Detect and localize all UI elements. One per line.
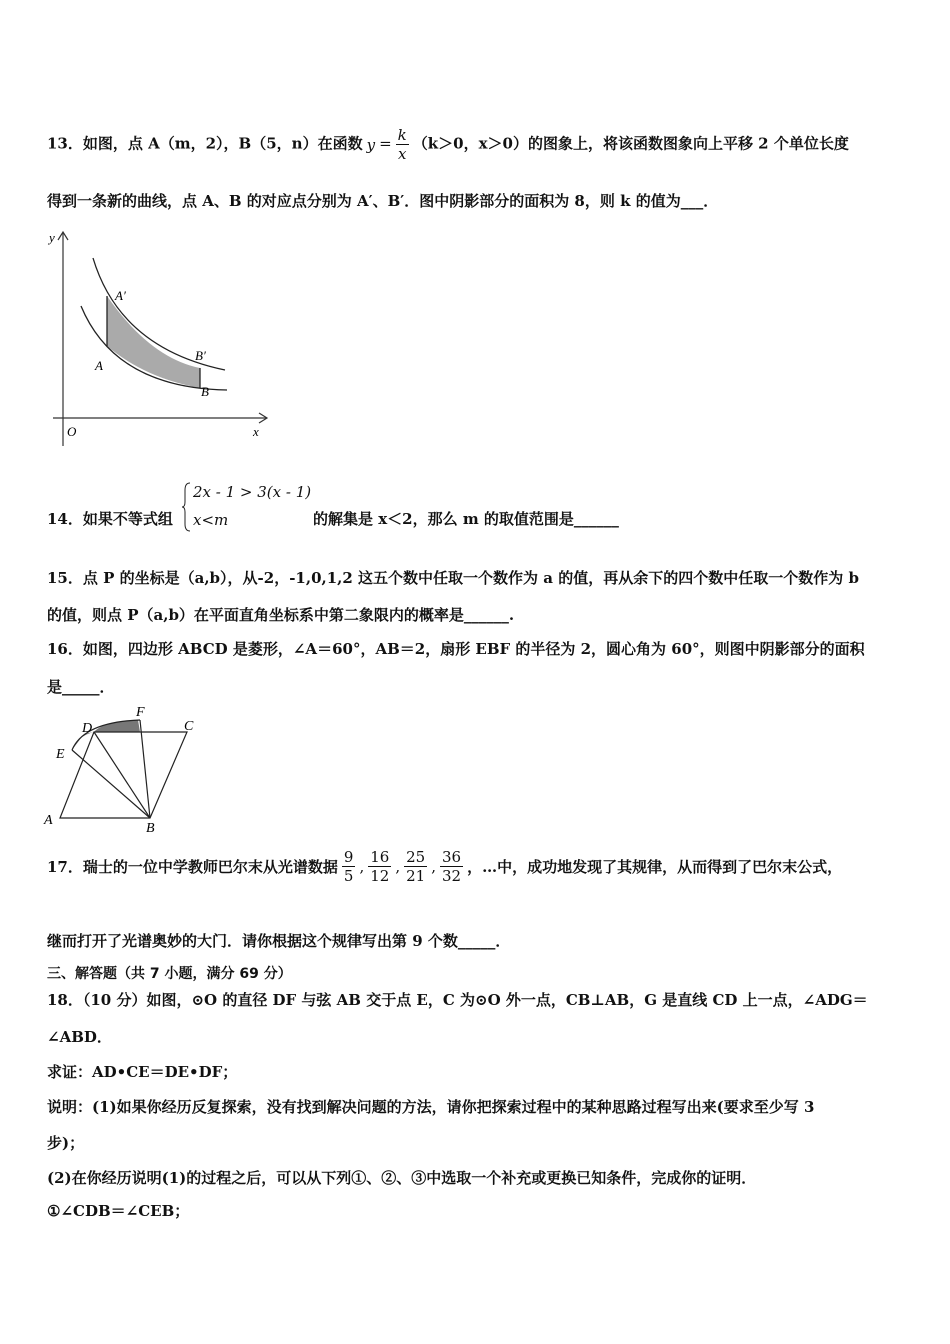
- q16-label-E: E: [56, 747, 65, 762]
- q16-label-A: A: [44, 813, 53, 828]
- q16-radius-BE: [72, 750, 150, 818]
- q14-text-part2: 的解集是 x＜2，那么 m 的取值范围是______: [313, 510, 619, 528]
- q17-line1: 17．瑞士的一位中学教师巴尔末从光谱数据 $\frac{9}{5}$ , $\frac{16}{12}$ , $\frac{25}{21}$ , $\frac{36}{32}$ ，…中，成功地发现了其规律，从而得到了巴尔末公式，: [47, 848, 843, 885]
- q17-fraction-3: $\frac{25}{21}$: [406, 848, 426, 885]
- q18-line2: ∠ABD．: [47, 1028, 112, 1046]
- q13-line2: 得到一条新的曲线，点 A、B 的对应点分别为 A′、B′．图中阴影部分的面积为 8，则 k 的值为___．: [47, 192, 719, 210]
- q13-text-part2: （k＞0，x＞0）的图象上，将该函数图象向上平移 2 个单位长度: [412, 134, 849, 153]
- q18-line4: 说明：(1)如果你经历反复探索，没有找到解决问题的方法，请你把探索过程中的某种思路过程写出来(要求至少写 3: [47, 1098, 815, 1116]
- q13-fraction-k-over-x: $\frac{k}{x}$: [397, 126, 407, 163]
- q17-text-part1: 17．瑞士的一位中学教师巴尔末从光谱数据: [47, 858, 338, 876]
- q13-label-y: y: [49, 230, 55, 245]
- q16-label-C: C: [184, 719, 194, 734]
- q13-label-A: A: [95, 358, 103, 373]
- q14-inequality-2: x<m: [193, 511, 229, 529]
- q18-line6: (2)在你经历说明(1)的过程之后，可以从下列①、②、③中选取一个补充或更换已知条件，完成你的证明．: [47, 1169, 757, 1187]
- q18-line7: ①∠CDB＝∠CEB；: [47, 1202, 190, 1220]
- q17-line2: 继而打开了光谱奥妙的大门．请你根据这个规律写出第 9 个数_____．: [47, 932, 511, 950]
- q16-rhombus: [60, 732, 187, 818]
- q18-line5: 步)；: [47, 1134, 85, 1152]
- q13-figure: [45, 228, 275, 448]
- q13-label-x: x: [253, 424, 259, 439]
- q14-inequality-1: 2x - 1 > 3(x - 1): [193, 483, 312, 501]
- q16-label-D: D: [82, 721, 93, 736]
- q13-text-part1: 13．如图，点 A（m，2），B（5，n）在函数: [47, 134, 363, 153]
- q16-line1: 16．如图，四边形 ABCD 是菱形，∠A＝60°，AB＝2，扇形 EBF 的半径为 2，圆心角为 60°，则图中阴影部分的面积: [47, 640, 865, 658]
- q14-brace: [182, 482, 192, 532]
- q16-radius-BF: [140, 720, 150, 818]
- q13-label-Bprime: B′: [195, 348, 206, 363]
- q17-text-part2: ，…中，成功地发现了其规律，从而得到了巴尔末公式，: [467, 858, 843, 876]
- q13-label-Aprime: A′: [115, 288, 126, 303]
- section-heading-3: 三、解答题（共 7 小题，满分 69 分）: [47, 966, 292, 982]
- q13-label-B: B: [201, 384, 209, 399]
- q18-line3: 求证：AD•CE＝DE•DF；: [47, 1063, 238, 1081]
- q17-fraction-1: $\frac{9}{5}$: [343, 848, 354, 885]
- q13-line1: 13．如图，点 A（m，2），B（5，n）在函数 y = $\frac{k}{x}$ （k＞0，x＞0）的图象上，将该函数图象向上平移 2 个单位长度: [47, 126, 849, 163]
- q13-label-O: O: [67, 424, 77, 439]
- q14-text-part1: 14．如果不等式组: [47, 510, 173, 528]
- q16-label-F: F: [136, 705, 145, 720]
- q16-label-B: B: [146, 821, 155, 835]
- q15-line1: 15．点 P 的坐标是（a,b），从-2，-1,0,1,2 这五个数中任取一个数作为 a 的值，再从余下的四个数中任取一个数作为 b: [47, 569, 859, 587]
- q18-line1: 18．（10 分）如图，⊙O 的直径 DF 与弦 AB 交于点 E，C 为⊙O 外一点，CB⊥AB，G 是直线 CD 上一点，∠ADG＝: [47, 991, 868, 1009]
- q13-function-formula: y: [366, 135, 376, 154]
- q16-figure: [42, 700, 212, 835]
- q17-fraction-4: $\frac{36}{32}$: [441, 848, 462, 885]
- q16-line2: 是_____．: [47, 678, 115, 696]
- q17-fraction-2: $\frac{16}{12}$: [370, 848, 390, 885]
- q15-line2: 的值，则点 P（a,b）在平面直角坐标系中第二象限内的概率是______.: [47, 606, 515, 624]
